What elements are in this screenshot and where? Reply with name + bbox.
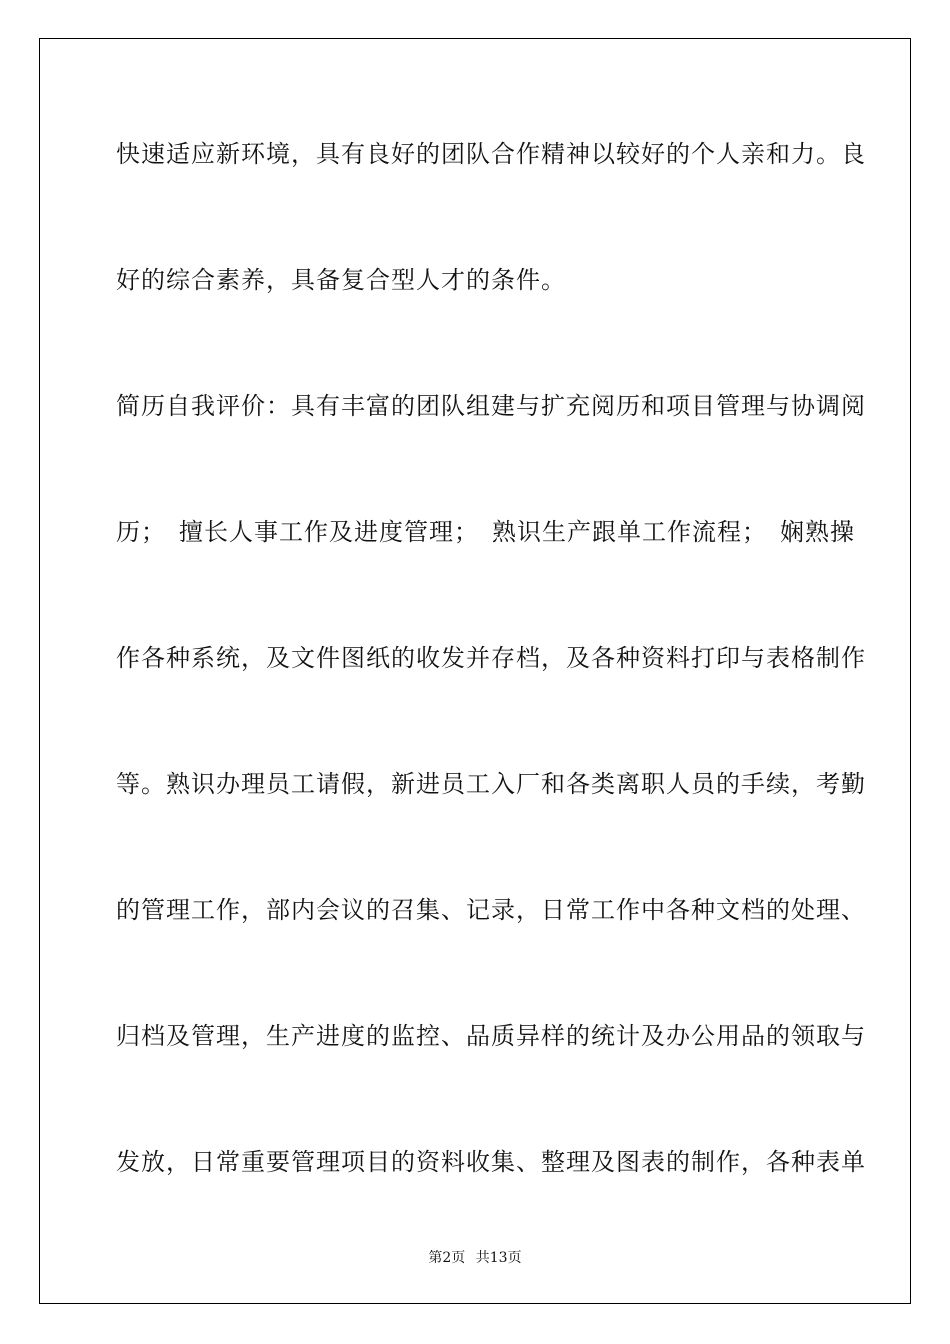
text-line-7: 的管理工作，部内会议的召集、记录，日常工作中各种文档的处理、 xyxy=(116,896,866,924)
text-line-8: 归档及管理，生产进度的监控、品质异样的统计及办公用品的领取与 xyxy=(116,1022,866,1050)
text-line-4: 历； 擅长人事工作及进度管理； 熟识生产跟单工作流程； 娴熟操 xyxy=(116,518,855,546)
text-line-1: 快速适应新环境，具有良好的团队合作精神以较好的个人亲和力。良 xyxy=(116,140,866,168)
current-page-label: 第2页 xyxy=(428,1250,466,1266)
document-body xyxy=(116,128,866,1262)
text-line-9: 发放，日常重要管理项目的资料收集、整理及图表的制作，各种表单 xyxy=(116,1148,866,1176)
text-line-5: 作各种系统，及文件图纸的收发并存档，及各种资料打印与表格制作 xyxy=(116,644,866,672)
text-line-3: 简历自我评价：具有丰富的团队组建与扩充阅历和项目管理与协调阅 xyxy=(116,392,866,420)
page-footer xyxy=(0,1247,950,1267)
total-pages-label: 共13页 xyxy=(475,1250,522,1266)
text-line-2: 好的综合素养，具备复合型人才的条件。 xyxy=(116,266,566,294)
text-line-6: 等。熟识办理员工请假，新进员工入厂和各类离职人员的手续，考勤 xyxy=(116,770,866,798)
